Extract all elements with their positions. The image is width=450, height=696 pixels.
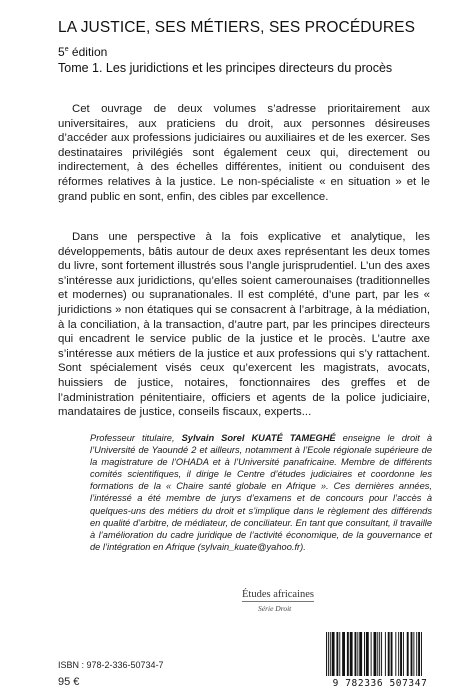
barcode-bar: [416, 632, 417, 676]
author-bio: [90, 432, 432, 553]
price: 95 €: [58, 676, 80, 688]
barcode-bar: [379, 632, 380, 676]
barcode-bar: [332, 632, 335, 676]
barcode-bar: [366, 632, 369, 676]
barcode-bar: [371, 632, 372, 676]
edition-superscript: e: [64, 46, 69, 53]
collection-logo: [242, 584, 322, 613]
barcode-bar: [388, 632, 390, 676]
barcode-bar: [328, 632, 329, 676]
barcode-bar: [398, 632, 399, 676]
barcode-bar: [418, 632, 420, 676]
summary-text-1: Cet ouvrage de deux volumes s’adresse prioritairement aux universitaires, aux praticiens du droit, aux personnes désireuses d’accéder aux professions judiciaires ou auxiliaires et de les exercer. Ses destinataires privilégiés sont également ceux qui, directement ou indirectement, à des échelles différentes, initient ou conduisent des réformes relatives à la justice. Le non-spécialiste « en situation » et le grand public en sont, enfin, des cibles par excellence.: [58, 103, 430, 203]
edition-label: [58, 42, 430, 60]
bio-text: enseigne le droit à l’Université de Yaoundé 2 et ailleurs, notamment à l’Ecole régionale supérieure de la magistrature de l’OHADA et à l’Université panafricaine. Membre de différents comités scientifiques, il dirige le Centre d’études judiciaires et coordonne les formations de la « Chaire santé globale en Afrique ». Ces dernières années, l’intéressé a été membre de jurys d’examens et de concours pour l’accès à quelques-uns des métiers du droit et s’implique dans le règlement des différends en qualité d’arbitre, de médiateur, de conciliateur. En tant que consultant, il travaille à l’amélioration du cadre juridique de l’activité économique, de la gouvernance et de l’intégration en Afrique (sylvain_kuate@yahoo.fr).: [90, 433, 432, 552]
barcode-bar: [421, 632, 422, 676]
barcode-bar: [364, 632, 365, 676]
summary-text-2: Dans une perspective à la fois explicative et analytique, les développements, bâtis autour de deux axes représentant les deux tomes du livre, sont fortement illustrés sous l’angle jurisprudentiel. L’un des axes s’intéresse aux juridictions, qu’elles soient camerounaises (traditionnelles et modernes) ou supranationales. Il est complété, d’une part, par les « juridictions » non étatiques qui se consacrent à l’arbitrage, à la médiation, à la conciliation, à la transaction, d’autre part, par les principes directeurs qui encadrent le service public de la justice et le procès. L’autre axe s’intéresse aux métiers de la justice et aux professions qui s’y rattachent. Sont spécialement visés ceux qu’exercent les magistrats, avocats, huissiers de justice, notaires, fonctionnaires des greffes et de l’administration pénitentiaire, officiers et agents de la police judiciaire, mandataires de justice, conseils fiscaux, experts...: [58, 231, 430, 419]
summary-paragraph-1: [58, 102, 430, 204]
bio-intro: Professeur titulaire,: [90, 433, 182, 443]
barcode-bar: [400, 632, 402, 676]
barcode-number: 9 782336 507347: [332, 678, 428, 689]
edition-number: 5: [58, 45, 65, 59]
barcode-bar: [347, 632, 349, 676]
book-title: LA JUSTICE, SES MÉTIERS, SES PROCÉDURES: [58, 19, 416, 36]
tome-subtitle: Tome 1. Les juridictions et les principes directeurs du procès: [58, 61, 393, 75]
barcode-bar: [411, 632, 413, 676]
edition-word: édition: [68, 45, 108, 59]
barcode-bar: [395, 632, 396, 676]
isbn: ISBN : 978-2-336-50734-7: [58, 660, 164, 670]
barcode-bar: [336, 632, 338, 676]
collection-serie: Série Droit: [258, 604, 292, 613]
summary-paragraph-2: [58, 230, 430, 420]
barcode-bar: [339, 632, 340, 676]
barcode-bar: [374, 632, 377, 676]
barcode-bar: [359, 632, 362, 676]
barcode-bar: [330, 632, 331, 676]
barcode-bar: [407, 632, 409, 676]
barcode-bar: [377, 632, 378, 676]
barcode-bar: [381, 632, 382, 676]
barcode-bar: [357, 632, 358, 676]
barcode-bar: [342, 632, 345, 676]
header: [58, 18, 430, 76]
barcode-bar: [326, 632, 327, 676]
barcode-bar: [350, 632, 353, 676]
barcode-bar: [391, 632, 393, 676]
barcode-bar: [355, 632, 357, 676]
collection-name: Études africaines: [242, 589, 315, 600]
barcode-bars: [318, 630, 442, 680]
author-name: Sylvain Sorel KUATÉ TAMEGHÉ: [181, 433, 336, 443]
barcode: [318, 630, 442, 692]
barcode-bar: [413, 632, 414, 676]
barcode-bar: [385, 632, 386, 676]
barcode-bar: [403, 632, 404, 676]
